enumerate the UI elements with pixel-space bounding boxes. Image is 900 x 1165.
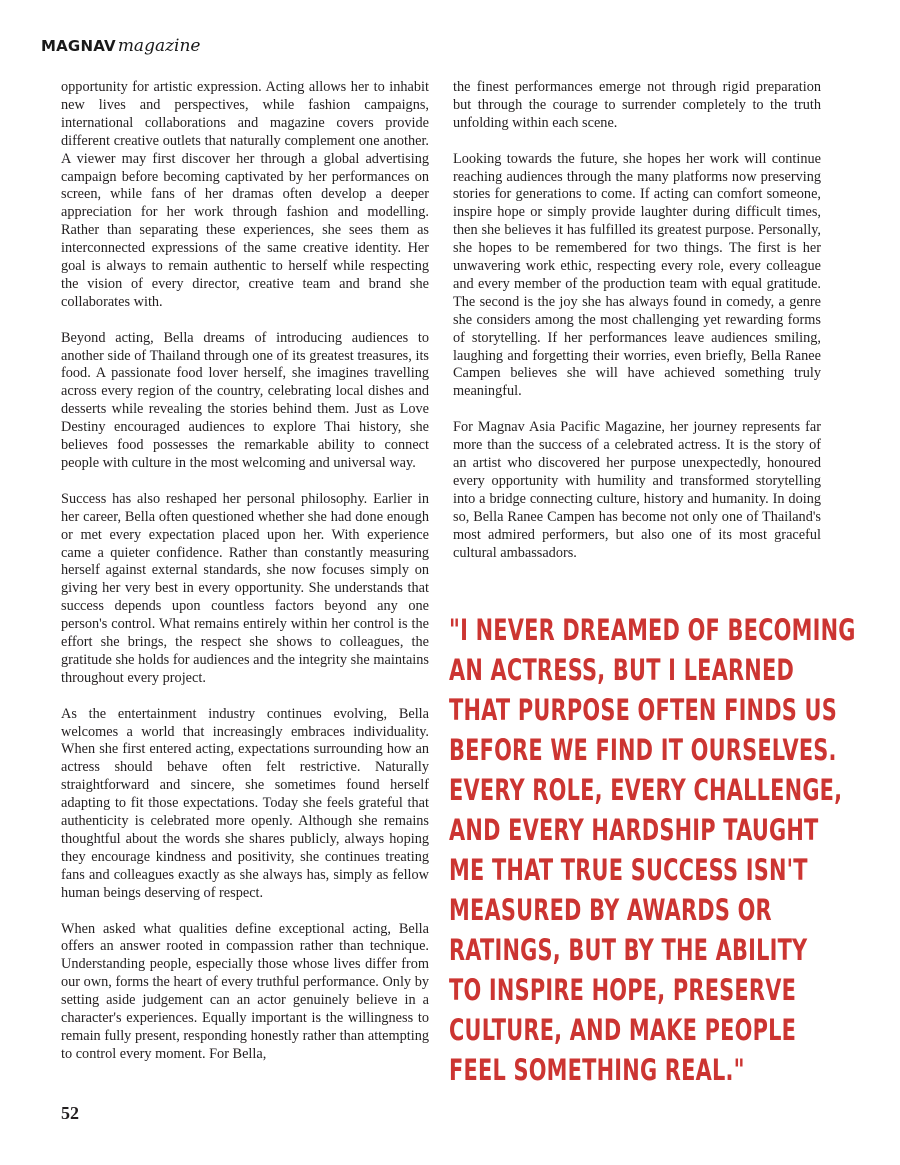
paragraph: When asked what qualities define exceptional acting, Bella offers an answer rooted in compassion rather than technique. Understanding people, especially those whose lives differ from our own, forms the heart of every truthful performance. Only by setting aside judgement can an actor genuinely believe in a character's experiences. Equally important is the willingness to remain fully present, responding honestly rather than attempting to control every moment. For Bella, — [61, 920, 429, 1062]
pull-quote-line: "I NEVER DREAMED OF BECOMING — [449, 613, 856, 647]
paragraph: As the entertainment industry continues evolving, Bella welcomes a world that increasingly embraces individuality. When she first entered acting, expectations surrounding how an actress should behave often felt restrictive. Naturally straightforward and sincere, she sometimes found herself adapting to fit those expectations. Today she feels grateful that authenticity is celebrated more openly. Although she remains thoughtful about the words she shares publicly, always hoping they encourage kindness and positivity, she continues treating fans and colleagues exactly as she always has, simply as fellow human beings deserving of respect. — [61, 705, 429, 901]
pull-quote-line: TO INSPIRE HOPE, PRESERVE — [449, 973, 797, 1007]
paragraph: For Magnav Asia Pacific Magazine, her journey represents far more than the success of a celebrated actress. It is the story of an artist who discovered her purpose unexpectedly, honoured every opportunity with humility and transformed storytelling into a bridge connecting culture, history and humanity. In doing so, Bella Ranee Campen has become not only one of Thailand's most admired performers, but also one of its most graceful cultural ambassadors. — [453, 419, 821, 561]
page-number: 52 — [61, 1103, 79, 1123]
paragraph: Success has also reshaped her personal philosophy. Earlier in her career, Bella often questioned whether she had done enough or met every expectation placed upon her. With experience came a quieter confidence. Rather than constantly measuring herself against external standards, she now focuses simply on giving her very best in every opportunity. She understands that success depends upon countless factors beyond any one person's control. What remains entirely within her control is the effort she brings, the respect she shows to colleagues, the gratitude she holds for audiences and the integrity she maintains throughout every project. — [61, 490, 429, 686]
paragraph: opportunity for artistic expression. Acting allows her to inhabit new lives and perspectives, while fashion campaigns, international collaborations and magazine covers provide different creative outlets that naturally complement one another. A viewer may first discover her through a global advertising campaign before becoming captivated by her performances on screen, while fans of her dramas often develop a deeper appreciation for her work through fashion and modelling. Rather than separating these experiences, she sees them as interconnected expressions of the same creative identity. Her goal is always to remain authentic to herself while respecting the vision of every director, creative team and brand she collaborates with. — [61, 79, 429, 310]
pull-quote-line: AND EVERY HARDSHIP TAUGHT — [449, 813, 819, 847]
pull-quote — [449, 610, 856, 1090]
pull-quote-line: FEEL SOMETHING REAL." — [449, 1053, 745, 1087]
pull-quote-line: CULTURE, AND MAKE PEOPLE — [449, 1013, 797, 1047]
pull-quote-line: ME THAT TRUE SUCCESS ISN'T — [449, 853, 808, 887]
pull-quote-line: MEASURED BY AWARDS OR — [449, 893, 772, 927]
pull-quote-line: RATINGS, BUT BY THE ABILITY — [449, 933, 808, 967]
pull-quote-line: THAT PURPOSE OFTEN FINDS US — [449, 693, 837, 727]
pull-quote-line: BEFORE WE FIND IT OURSELVES. — [449, 733, 837, 767]
right-column — [453, 79, 821, 580]
masthead-brand: MAGNAV — [41, 37, 116, 55]
masthead — [41, 36, 201, 60]
masthead-sub: magazine — [117, 36, 201, 56]
paragraph: the finest performances emerge not through rigid preparation but through the courage to surrender completely to the truth unfolding within each scene. — [453, 79, 821, 131]
pull-quote-line: AN ACTRESS, BUT I LEARNED — [449, 653, 795, 687]
left-column — [61, 79, 429, 1082]
paragraph: Beyond acting, Bella dreams of introducing audiences to another side of Thailand through one of its greatest treasures, its food. A passionate food lover herself, she imagines travelling across every region of the country, celebrating local dishes and desserts while revealing the stories behind them. Just as Love Destiny encouraged audiences to explore Thai history, she believes food possesses the remarkable ability to connect people with culture in the most welcoming and universal way. — [61, 329, 429, 472]
paragraph: Looking towards the future, she hopes her work will continue reaching audiences through the many platforms now preserving stories for generations to come. If acting can comfort someone, inspire hope or simply provide laughter during difficult times, then she believes it has fulfilled its greatest purpose. Personally, she hopes to be remembered for two things. The first is her unwavering work ethic, respecting every role, every colleague and every member of the production team with equal gratitude. The second is the joy she has always found in comedy, a genre she considers among the most challenging yet rewarding forms of storytelling. If her performances leave audiences smiling, laughing and forgetting their worries, even briefly, Bella Ranee Campen believes she will have achieved something truly meaningful. — [453, 150, 821, 400]
pull-quote-line: EVERY ROLE, EVERY CHALLENGE, — [449, 773, 843, 807]
